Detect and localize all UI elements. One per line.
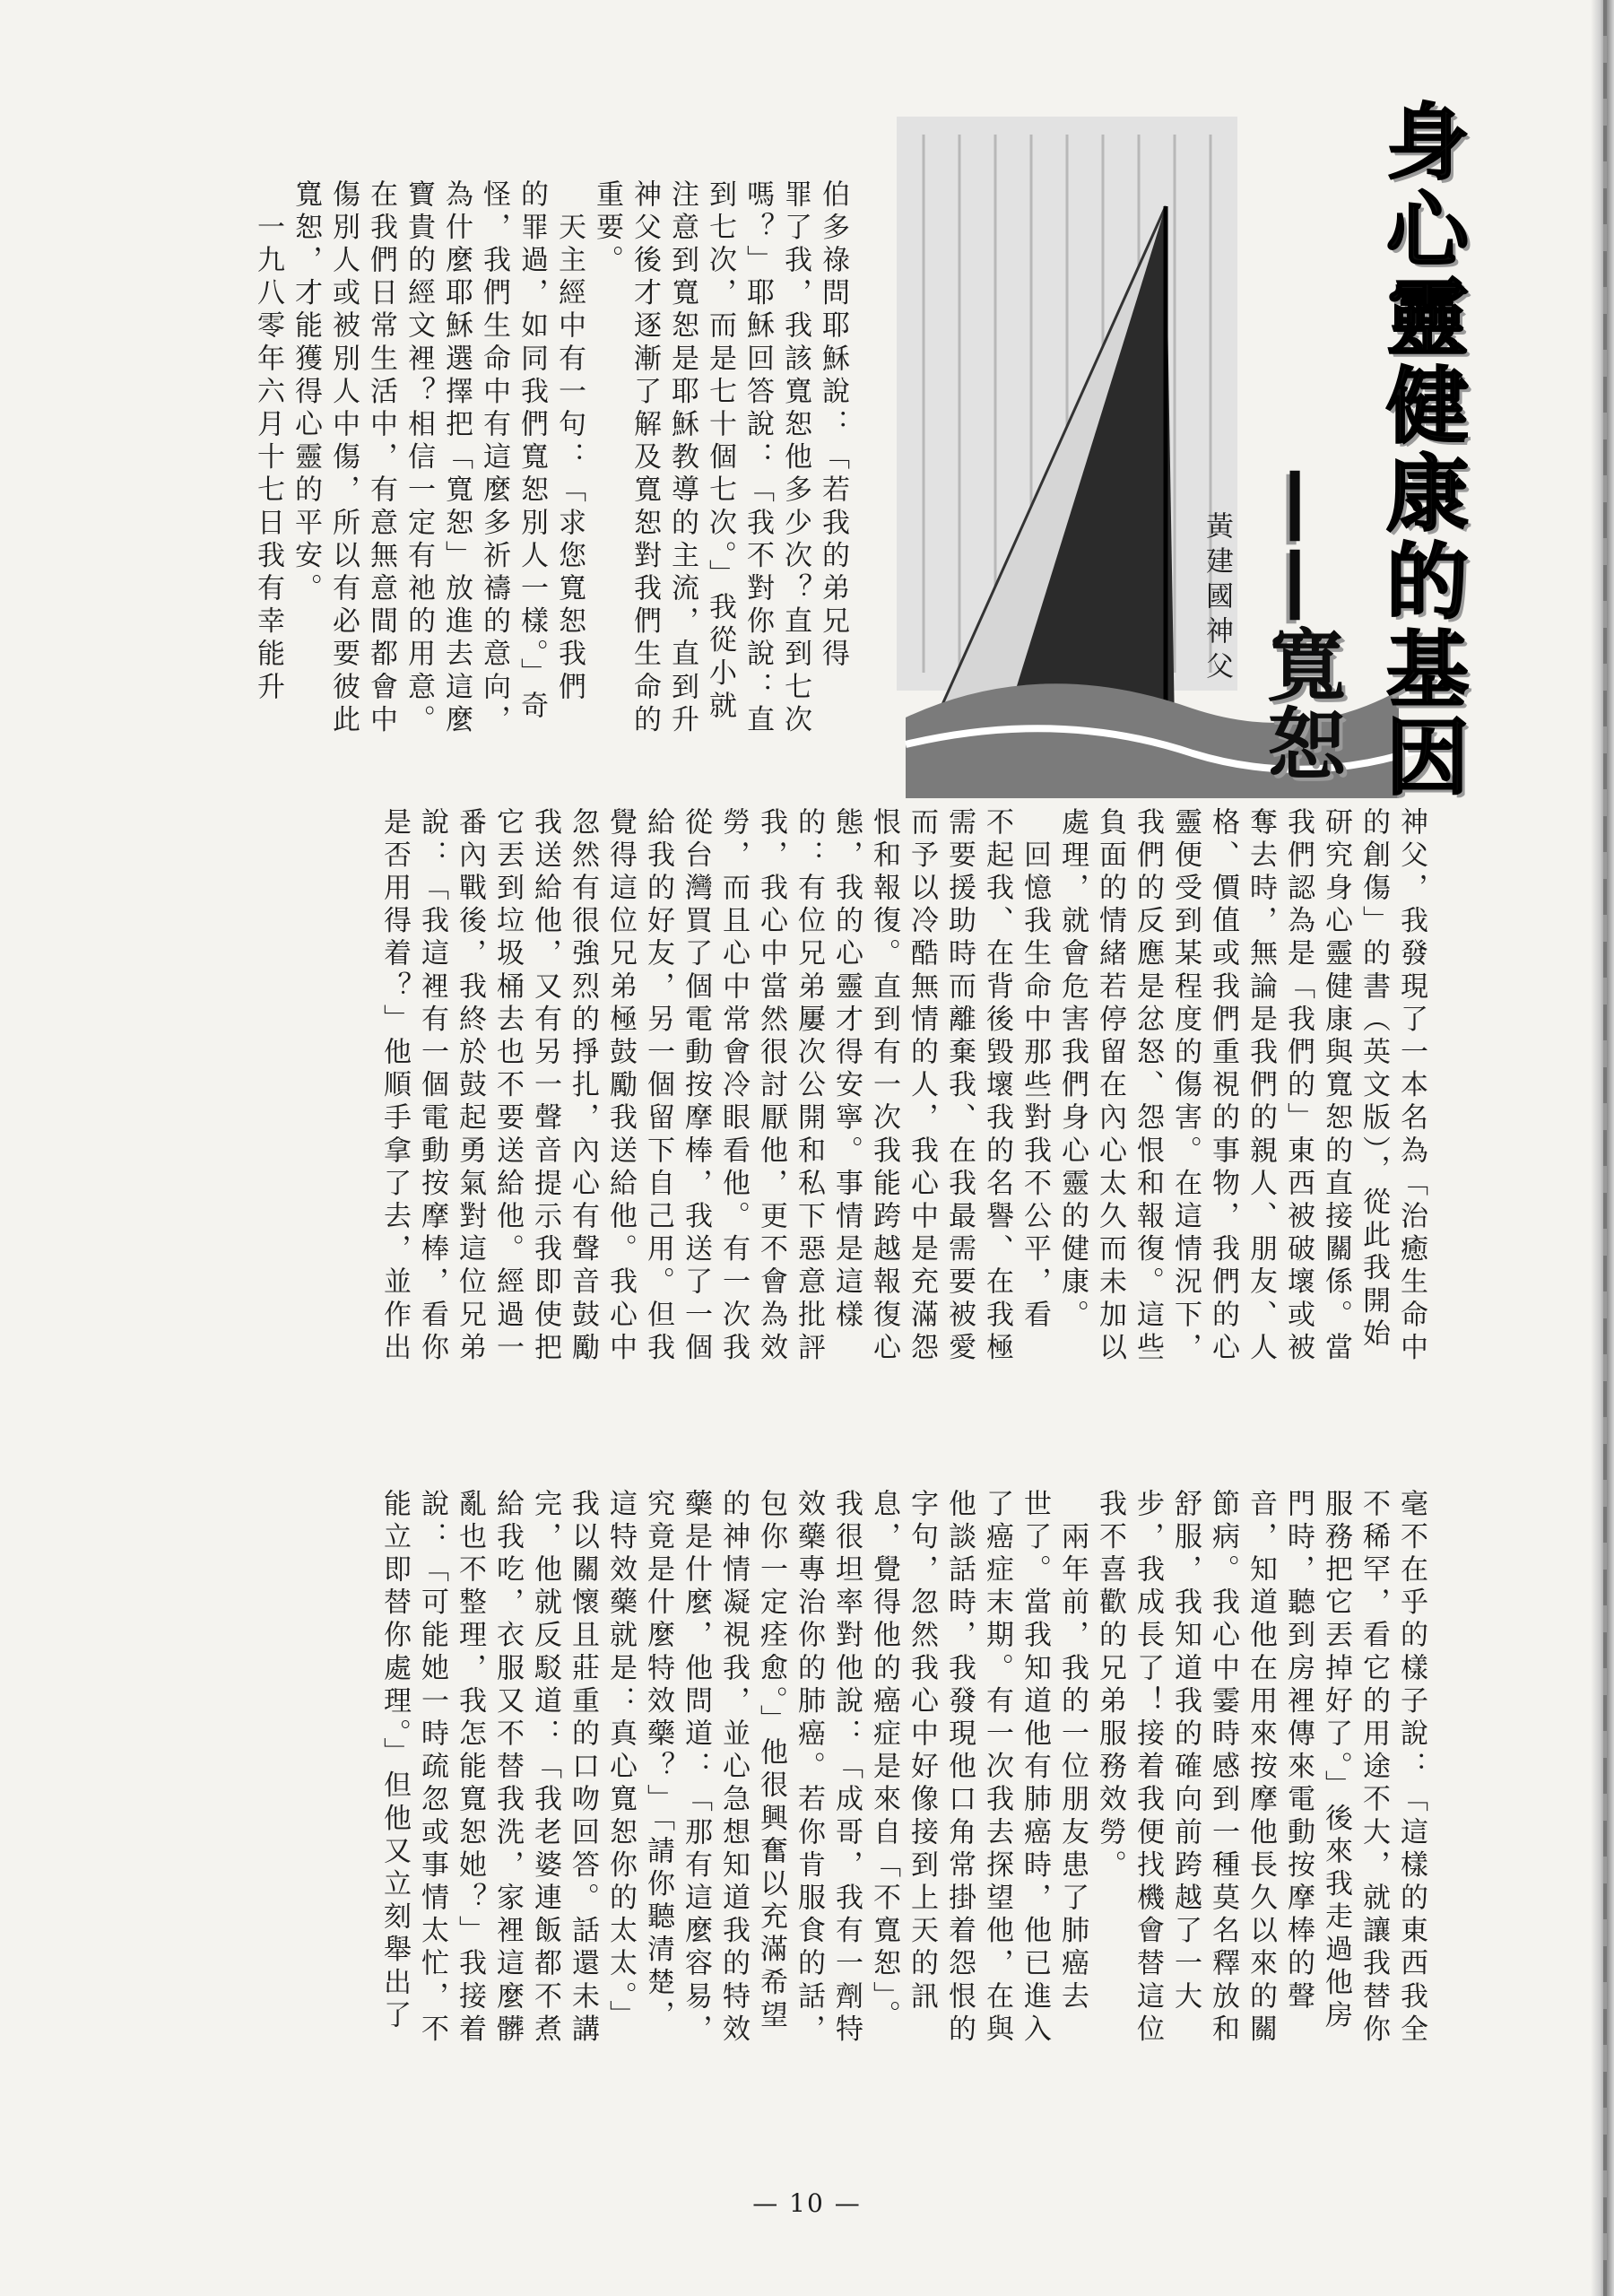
article-text-upper-left: 伯多祿問耶穌說：「若我的弟兄得 罪了我，我該寬恕他多少次？直到七次 嗎？」耶穌回答說：「我不對你說：直 到七次，而是七十個七次。」我從小就 注意到寬恕是耶穌教導的主流，直到升 神父後才逐漸了解及寬恕對我們生命的 重要。 天主經中有一句：「求您寬恕我們 的罪過，如同我們寬恕別人一樣。」奇 怪，我們生命中有這麼多祈禱的意向， 為什麼耶穌選擇把「寬恕」放進去這麼 寶貴的經文裡？相信一定有祂的用意。 在我們日常生活中，有意無意間都會中 傷別人或被別人中傷，所以有必要彼此 寬恕，才能獲得心靈的平安。 一九八零年六月十七日我有幸能升: [252, 179, 849, 738]
article-text-upper-right: 神父，我發現了一本名為「治癒生命中 的創傷」的書（英文版），從此我開始 研究身心靈健康與寬恕的直接關係。當 我們認為是「我們的」東西被破壞或被 奪去時，無論是我們的親人、朋友、人 格、價值或我們重視的事物，我們的心 靈便受到某程度的傷害。在這情況下， 我們的反應是忿怒、怨恨和報復。這些 負面的情緒若停留在內心太久而未加以 處理，就會危害我們身心靈的健康。 回憶我生命中那些對我不公平，看 不起我、在背後毀壞我的名譽、在我極 需要援助時而離棄我、在我最需要被愛 而予以冷酷無情的人，我心中是充滿怨 恨和報復。直到有一次我能跨越報復心 態，我的心靈才得安寧。事情是這樣 的：有位兄弟屢次公開和私下惡意批評 我，我心中當然很討厭他，更不會為效 勞，而且心中常會冷眼看他。有一次我 從台灣買了個電動按摩棒，我送了一個 給我的好友，另一個留下自己用。但我 覺得這位兄弟極鼓勵我送給他。我心中 忽然有很強烈的掙扎，內心有聲音鼓勵 我送給他，又有另一聲音提示我即使把 它丟到垃圾桶去也不要送給他。經過一 番內戰後，我終於鼓起勇氣對這位兄弟 說：「我這裡有一個電動按摩棒，看你 是否用得着？」他順手拿了去，並作出: [378, 807, 1427, 1366]
article-title: 身心靈健康的基因: [1373, 99, 1469, 802]
page-edge: [1591, 0, 1614, 2296]
author-name: 黃建國神父: [1201, 511, 1233, 686]
page-binding-shadow: [1603, 0, 1607, 2296]
page-number: — 10 —: [752, 2188, 862, 2218]
article-subtitle: ——寬恕: [1254, 466, 1347, 782]
article-text-lower: 毫不在乎的樣子說：「這樣的東西我全 不稀罕，看它的用途不大，就讓我替你 服務把它丟掉好了。」後來我走過他房 門時，聽到房裡傳來電動按摩棒的聲 音，知道他在用來按摩他長久以來的關 節病。我心中霎時感到一種莫名釋放和 舒服，我知道我的確向前跨越了一大 步，我成長了！接着我便找機會替這位 我不喜歡的兄弟服務效勞。 兩年前，我的一位朋友患了肺癌去 世了。當我知道他有肺癌時，他已進入 了癌症末期。有一次我去探望他，在與 他談話時，我發現他口角常掛着怨恨的 字句，忽然我心中好像接到上天的訊 息，覺得他的癌症是來自「不寬恕」。 我很坦率對他說：「成哥，我有一劑特 效藥專治你的肺癌。若你肯服食的話， 包你一定痊愈。」他很興奮以充滿希望 的神情凝視我，並心急想知道我的特效 藥是什麼，他問道：「那有這麼容易， 究竟是什麼特效藥？」「請你聽清楚， 這特效藥就是：真心寬恕你的太太。」 我以關懷且莊重的口吻回答。話還未講 完，他就反駁道：「我老婆連飯都不煮 給我吃，衣服又不替我洗，家裡這麼髒 亂也不整理，我怎能寬恕她？」我接着 說：「可能她一時疏忽或事情太忙，不 能立即替你處理。」但他又立刻舉出了: [378, 1489, 1427, 2048]
